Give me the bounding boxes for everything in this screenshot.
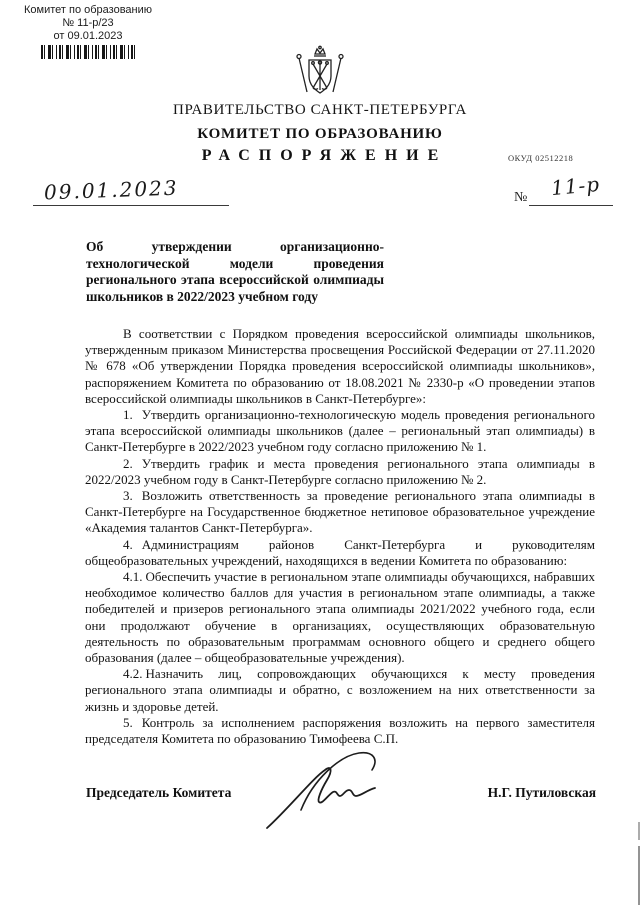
item-2-number: 2. (123, 455, 133, 471)
item-4-number: 4. (123, 536, 133, 552)
stamp-date: от 09.01.2023 (53, 30, 123, 42)
item-2 (85, 456, 595, 488)
item-4-2-text: Назначить лиц, сопровождающих обучающихся к месту проведения регионального этапа олимпиады и обратно, с возложением на них ответственности за жизнь и здоровье детей. (85, 666, 595, 714)
stamp-org-name: Комитет по образованию (24, 4, 152, 16)
item-4 (85, 537, 595, 569)
government-name: ПРАВИТЕЛЬСТВО САНКТ-ПЕТЕРБУРГА (173, 102, 467, 118)
barcode-icon (41, 45, 135, 59)
item-1 (85, 407, 595, 456)
document-type-title: РАСПОРЯЖЕНИЕ (201, 147, 448, 164)
item-4-1-text: Обеспечить участие в региональном этапе олимпиады обучающихся, набравших необходимое количество баллов для участия в региональном этапе олимпиады, а также победителей и призеров регионального этапа олимпиады 2021/2022 учебного года, если они продолжают обучение в организациях, осуществляющих образовательную деятельность по образовательным программам основного общего и среднего общего образования (далее – общеобразовательные учреждения). (85, 569, 595, 666)
handwritten-signature (255, 750, 405, 835)
item-3 (85, 488, 595, 537)
item-4-2-number: 4.2. (123, 666, 143, 682)
item-1-number: 1. (123, 407, 133, 423)
item-3-text: Возложить ответственность за проведение регионального этапа олимпиады в Санкт-Петербурге на Государственное бюджетное нетиповое образовательное учреждение «Академия талантов Санкт-Петербурга». (85, 488, 595, 536)
stamp-number: № 11-р/23 (62, 17, 114, 29)
intro-paragraph: В соответствии с Порядком проведения всероссийской олимпиады школьников, утвержденным приказом Министерства просвещения Российской Федерации от 27.11.2020 № 678 «Об утверждении Порядка проведения всероссийской олимпиады школьников», распоряжением Комитета по образованию от 18.08.2021 № 2330-р «О проведении этапов всероссийской олимпиады школьников в Санкт-Петербурге»: (85, 326, 595, 406)
document-body (85, 326, 595, 747)
number-sign-label: № (514, 190, 528, 205)
signer-position: Председатель Комитета (86, 785, 232, 800)
registration-stamp (8, 4, 168, 59)
item-4-1 (85, 569, 595, 666)
handwritten-date: 09.01.2023 (43, 175, 179, 205)
item-3-number: 3. (123, 488, 133, 504)
document-title: Об утверждении организационно-технологической модели проведения регионального этапа всероссийской олимпиады школьников в 2022/2023 учебном году (86, 239, 384, 304)
item-4-1-number: 4.1. (123, 569, 143, 585)
item-5-text: Контроль за исполнением распоряжения возложить на первого заместителя председателя Комитета по образованию Тимофеева С.П. (85, 714, 595, 747)
signer-name: Н.Г. Путиловская (487, 785, 596, 800)
item-2-text: Утвердить график и места проведения регионального этапа олимпиады в 2022/2023 учебном году в Санкт-Петербурге согласно приложению № 2. (85, 455, 595, 487)
item-5-number: 5. (123, 714, 133, 730)
okud-code: ОКУД 02512218 (508, 153, 574, 163)
committee-name: КОМИТЕТ ПО ОБРАЗОВАНИЮ (197, 126, 443, 142)
spb-coat-of-arms-icon (290, 45, 350, 97)
handwritten-number: 11-р (550, 171, 601, 201)
item-5 (85, 715, 595, 747)
item-4-2 (85, 666, 595, 715)
number-underline (529, 205, 613, 206)
item-1-text: Утвердить организационно-технологическую модель проведения регионального этапа всероссийской олимпиады школьников (далее – региональный этап олимпиады) в Санкт-Петербурге в 2022/2023 учебном году согласно приложению № 1. (85, 407, 595, 455)
item-4-text: Администрациям районов Санкт-Петербурга и руководителям общеобразовательных учреждений, находящихся в ведении Комитета по образованию: (85, 536, 595, 568)
date-underline (33, 205, 229, 206)
